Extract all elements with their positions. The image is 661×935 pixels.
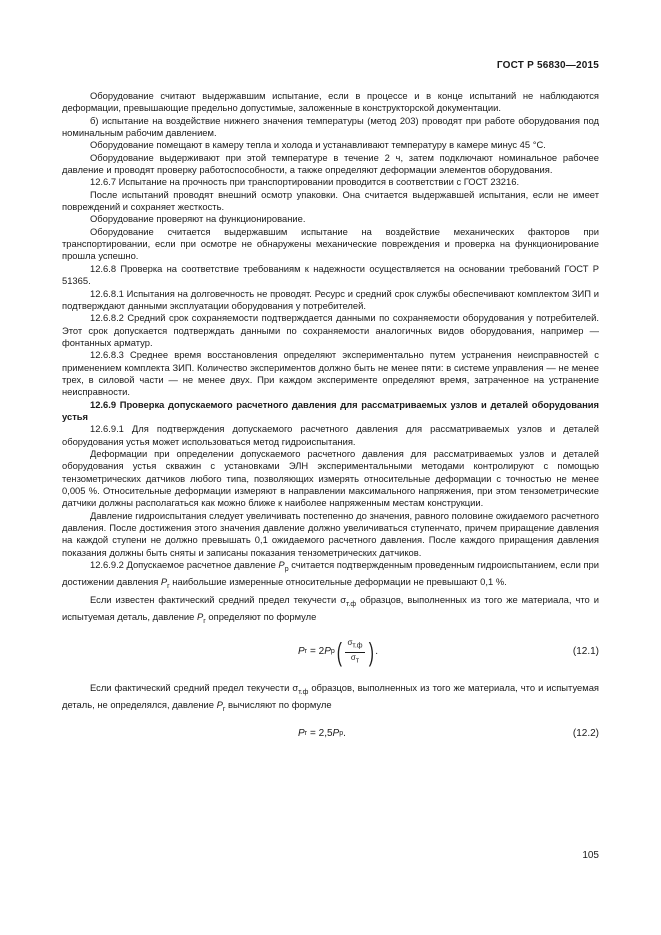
paragraph: 12.6.7 Испытание на прочность при транспортировании проводится в соответствии с ГОСТ 23216. <box>90 176 520 188</box>
paragraph: Давление гидроиспытания следует увеличивать постепенно до значения, равного половине ожидаемого расчетного давления. После достижения этого значения давление должно увеличиваться ступенчато, причем приращение давления на каждой ступени не должно превышать 0,1 ожидаемого расчетного давления. После каждого приращения давления показания должны быть сняты и записаны показания тензометрических датчиков. <box>62 509 599 558</box>
paragraph: Оборудование помещают в камеру тепла и холода и устанавливают температуру в камере минус 45 °С. <box>90 139 546 151</box>
paragraph: Оборудование считается выдержавшим испытание на воздействие механических факторов при транспортировании, если при осмотре не обнаружены механические повреждения и проверка на функционирование прошла успешно. <box>62 225 599 262</box>
paragraph: Деформации при определении допускаемого расчетного давления для рассматриваемых узлов и деталей оборудования устья скважин с установками ЭЛН экспериментальными методами контролируют с помощью тензометрических датчиков любого типа, позволяющих измерять относительные деформации с точностью не менее 0,005 %. Относительные деформации измеряют в направлении максимального напряжения, при этом тензометрические датчики должны располагаться как можно ближе к наиболее напряженным местам конструкции. <box>62 447 599 509</box>
formula-12-2-expression: P г = 2,5 P р . <box>298 728 346 740</box>
formula-12-2 <box>62 726 599 748</box>
formula-12-1-expression: P г = 2 P р ( $\frac{\sigma_{т.ф}}{\sigma_т}$ ) . <box>298 637 378 668</box>
paragraph-group-b <box>62 423 599 559</box>
yield-ratio-fraction: $\frac{\sigma_{т.ф}}{\sigma_т}$ <box>347 637 363 665</box>
formula-12-1-number: (12.1) <box>572 645 599 657</box>
paragraph: 12.6.9.1 Для подтверждения допускаемого расчетного давления для рассматриваемых узлов и деталей оборудования устья может использоваться метод гидроиспытания. <box>62 423 599 447</box>
paragraph: 12.6.8.3 Среднее время восстановления определяют экспериментально путем устранения неисправностей с применением комплекта ЗИП. Количество экспериментов должно быть не менее пяти: в системе управления — не менее трех, в силовой части — не менее двух. При каждом эксперименте определяют время, затраченное на устранение неисправности. <box>62 349 599 398</box>
paragraph: Оборудование считают выдержавшим испытание, если в процессе и в конце испытаний не наблюдаются деформации, превышающие предельно допустимые, заложенные в конструкторской документации. <box>62 90 599 114</box>
formula-12-2-number: (12.2) <box>572 728 599 740</box>
paragraph: Оборудование проверяют на функционирование. <box>90 213 306 225</box>
paragraph-unknown-yield: Если фактический средний предел текучести $\sigma_{т.ф}$ образцов, выполненных из того же материала, что и испытуемая деталь, не определялся, давление $P_г$ вычисляют по формуле <box>62 681 599 714</box>
paragraph: 12.6.8 Проверка на соответствие требованиям к надежности осуществляется на основании требований ГОСТ Р 51365. <box>62 262 599 287</box>
page-body <box>62 90 599 748</box>
paragraph-group-a <box>62 90 599 399</box>
document-header: ГОСТ Р 56830—2015 <box>496 60 599 71</box>
section-heading: 12.6.9 Проверка допускаемого расчетного давления для рассматриваемых узлов и деталей оборудования устья <box>62 398 599 422</box>
paragraph-known-yield: Если известен фактический средний предел текучести $\sigma_{т.ф}$ образцов, выполненных из того же материала, что и испытуемая деталь, давление $P_г$ определяют по формуле <box>62 593 599 625</box>
paragraph: 12.6.8.1 Испытания на долговечность не проводят. Ресурс и средний срок службы обеспечивают комплектом ЗИП и подтверждают данными эксплуатации оборудования у потребителей. <box>62 287 599 311</box>
paragraph-12692: 12.6.9.2 Допускаемое расчетное давление $P_р$ считается подтвержденным проведенным гидроиспытанием, если при достижении давления $P_г$ наибольшие измеренные относительные деформации не превышают 0,1 %. <box>62 559 599 591</box>
paragraph: 12.6.8.2 Средний срок сохраняемости подтверждается данными по сохраняемости оборудования у потребителей. Этот срок допускается подтверждать данными по сохраняемости аналогичных видов оборудования, например — фонтанных арматур. <box>62 312 599 348</box>
paragraph: После испытаний проводят внешний осмотр упаковки. Она считается выдержавшей испытания, если не имеет повреждений и сохраняет жесткость. <box>62 188 599 213</box>
paragraph: б) испытание на воздействие нижнего значения температуры (метод 203) проводят при работе оборудования под номинальным рабочим давлением. <box>62 114 599 139</box>
formula-12-1 <box>62 634 599 674</box>
paragraph: Оборудование выдерживают при этой температуре в течение 2 ч, затем подключают номинальное рабочее давление и проводят проверку работоспособности, а также определяют деформации элементов оборудования. <box>62 151 599 176</box>
page-number: 105 <box>582 850 599 861</box>
